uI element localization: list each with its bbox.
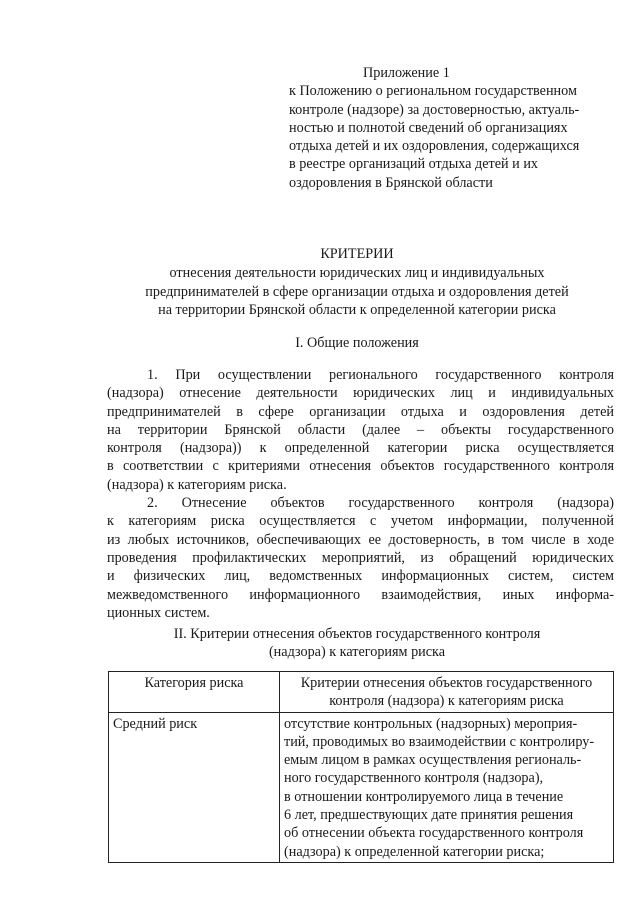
table-header-criteria-line: Критерии отнесения объектов государственного <box>300 675 593 691</box>
criteria-line: в отношении контролируемого лица в течение <box>284 788 564 805</box>
appendix-line: контроле (надзоре) за достоверностью, актуаль- <box>289 101 580 118</box>
paragraph-2-line: 2. Отнесение объектов государственного контроля (надзора) <box>147 495 614 512</box>
table-header-row <box>109 672 614 713</box>
appendix-line: отдыха детей и их оздоровления, содержащихся <box>289 138 580 155</box>
appendix-line: в реестре организаций отдыха детей и их <box>289 156 539 173</box>
section-2-title-line: (надзора) к категориям риска <box>268 644 446 661</box>
section-1-body <box>107 366 614 622</box>
table-header-criteria <box>280 672 614 713</box>
document-subtitle-line: предпринимателей в сфере организации отдыха и оздоровления детей <box>145 283 569 300</box>
section-2-title-line: II. Критерии отнесения объектов государственного контроля <box>173 626 541 642</box>
paragraph-2-line: и физических лиц, ведомственных информационных систем, систем <box>107 568 614 585</box>
criteria-line: ного государственного контроля (надзора), <box>284 770 544 787</box>
table-header-criteria-line: контроля (надзора) к категориям риска <box>329 693 564 710</box>
criteria-line: тий, проводимых во взаимодействии с контролиру- <box>284 733 595 750</box>
paragraph-2-line: к категориям риска осуществляется с учетом информации, полученной <box>107 513 614 530</box>
table-cell-criteria <box>280 712 614 862</box>
appendix-block <box>289 64 609 192</box>
document-title: КРИТЕРИИ <box>320 246 394 262</box>
criteria-line: 6 лет, предшествующих дате принятия решения <box>284 807 574 824</box>
appendix-title: Приложение 1 <box>363 65 450 81</box>
paragraph-2-line: из любых источников, обеспечивающих ее достоверность, в том числе в ходе <box>107 531 614 548</box>
table-row <box>109 712 614 862</box>
criteria-line: (надзора) к определенной категории риска; <box>284 843 545 860</box>
criteria-line: отсутствие контрольных (надзорных) мероприя- <box>284 715 578 732</box>
paragraph-2-line: ционных систем. <box>107 604 210 621</box>
appendix-line: оздоровления в Брянской области <box>289 174 493 191</box>
section-1-title: I. Общие положения <box>295 335 419 351</box>
criteria-line: об отнесении объекта государственного контроля <box>284 825 584 842</box>
paragraph-1-line: (надзора) к категориям риска. <box>107 476 287 493</box>
document-subtitle-line: отнесения деятельности юридических лиц и индивидуальных <box>169 265 545 282</box>
table-cell-category: Средний риск <box>109 712 280 862</box>
paragraph-1-line: на территории Брянской области (далее – объекты государственного <box>107 421 614 438</box>
section-2-title <box>100 625 614 662</box>
paragraph-1-line: контроля (надзора)) к определенной категории риска осуществляется <box>107 440 614 457</box>
paragraph-2-line: межведомственного информационного взаимодействия, иных информа- <box>107 586 614 603</box>
paragraph-1-line: 1. При осуществлении регионального государственного контроля <box>147 367 614 383</box>
table-header-category: Категория риска <box>109 672 280 713</box>
criteria-line: емым лицом в рамках осуществления региональ- <box>284 752 582 769</box>
document-heading <box>100 245 614 319</box>
risk-criteria-table <box>108 671 614 863</box>
paragraph-1-line: (надзора) отнесение деятельности юридических лиц и индивидуальных <box>107 385 614 402</box>
paragraph-2-line: проведения профилактических мероприятий, из обращений юридических <box>107 549 614 566</box>
appendix-line: к Положению о региональном государственном <box>289 83 577 100</box>
appendix-line: ностью и полнотой сведений об организациях <box>289 119 568 136</box>
document-subtitle-line: на территории Брянской области к определенной категории риска <box>158 301 556 318</box>
paragraph-1-line: в соответствии с критериями отнесения объектов государственного контроля <box>107 458 614 475</box>
paragraph-1-line: предпринимателей в сфере организации отдыха и оздоровления детей <box>107 403 614 420</box>
